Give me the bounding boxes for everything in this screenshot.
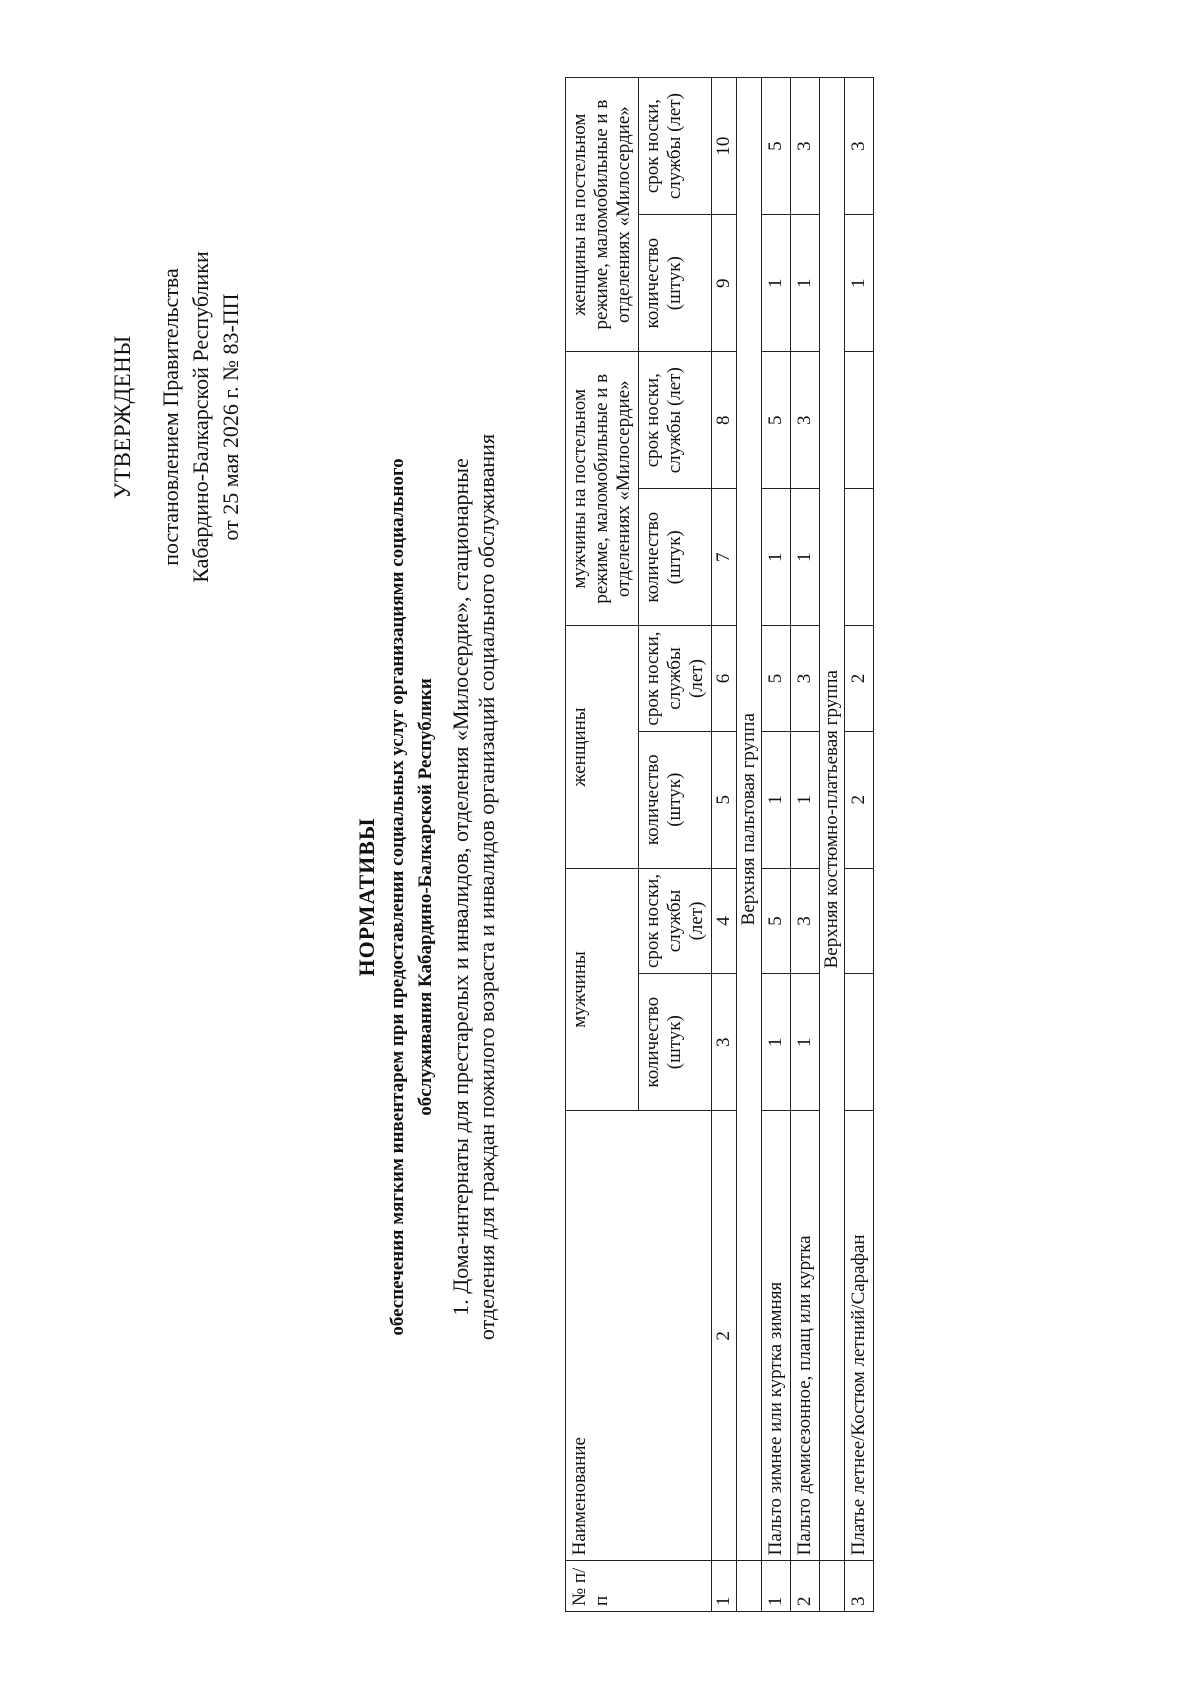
row-cell: 1 — [791, 974, 820, 1111]
column-number: 7 — [712, 489, 737, 626]
row-name: Пальто зимнее или куртка зимняя — [762, 1111, 791, 1561]
column-number: 2 — [712, 1111, 737, 1561]
header-num: № п/п — [566, 1561, 712, 1612]
row-cell — [845, 489, 874, 626]
norms-table — [565, 77, 874, 1612]
column-number: 5 — [712, 731, 737, 868]
row-num: 3 — [845, 1561, 874, 1612]
row-cell: 1 — [762, 974, 791, 1111]
row-cell: 3 — [845, 78, 874, 215]
header-women-term: срок носки, службы (лет) — [639, 626, 712, 731]
row-cell — [845, 868, 874, 973]
row-cell: 5 — [762, 868, 791, 973]
column-number-row — [712, 78, 737, 1612]
header-women-qty: количество (штук) — [639, 731, 712, 868]
group-row-spacer — [820, 1561, 845, 1612]
approval-heading: УТВЕРЖДЕНЫ — [110, 335, 135, 499]
group-title: Верхняя костюмно-платьевая группа — [820, 78, 845, 1561]
section-heading — [448, 227, 500, 1547]
header-men-qty: количество (штук) — [639, 974, 712, 1111]
row-cell: 1 — [791, 489, 820, 626]
column-number: 8 — [712, 352, 737, 489]
header-men-bedridden-qty: количество (штук) — [639, 489, 712, 626]
document-subtitle-2: обслуживания Кабардино-Балкарской Республики — [415, 678, 436, 1116]
approval-line-2: Кабардино-Балкарской Республики — [188, 251, 213, 583]
header-women-bedridden-term: срок носки, службы (лет) — [639, 78, 712, 215]
section-heading-line-2: отделения для граждан пожилого возраста и инвалидов организаций социального обслуживания — [474, 433, 499, 1341]
section-heading-line-1: 1. Дома-интернаты для престарелых и инвалидов, отделения «Милосердие», стационарные — [448, 458, 473, 1316]
header-men-bedridden: мужчины на постельном режиме, маломобильные и в отделениях «Милосердие» — [566, 352, 639, 626]
row-cell: 3 — [791, 868, 820, 973]
column-number: 1 — [712, 1561, 737, 1612]
column-number: 10 — [712, 78, 737, 215]
document-subtitle-1: обеспечения мягким инвентарем при предоставлении социальных услуг организациями социального — [387, 458, 408, 1336]
row-cell: 1 — [845, 215, 874, 352]
column-number: 6 — [712, 626, 737, 731]
header-men: мужчины — [566, 868, 639, 1110]
row-cell: 3 — [791, 78, 820, 215]
approval-line-1: постановлением Правительства — [158, 268, 183, 566]
row-num: 2 — [791, 1561, 820, 1612]
row-cell — [845, 352, 874, 489]
header-women-bedridden: женщины на постельном режиме, маломобильные и в отделениях «Милосердие» — [566, 78, 639, 352]
row-cell: 1 — [762, 731, 791, 868]
row-cell: 3 — [791, 626, 820, 731]
row-cell: 5 — [762, 626, 791, 731]
table-header-row-1 — [566, 78, 639, 1612]
column-number: 3 — [712, 974, 737, 1111]
table-row — [762, 78, 791, 1612]
approval-line-3: от 25 мая 2026 г. № 83-ПП — [218, 293, 243, 541]
column-number: 9 — [712, 215, 737, 352]
group-row-spacer — [737, 1561, 762, 1612]
approval-stamp — [108, 137, 246, 697]
header-men-bedridden-term: срок носки, службы (лет) — [639, 352, 712, 489]
document-title-block — [352, 247, 438, 1547]
row-cell: 2 — [845, 731, 874, 868]
row-cell — [845, 974, 874, 1111]
row-cell: 1 — [762, 489, 791, 626]
row-cell: 5 — [762, 78, 791, 215]
row-cell: 1 — [762, 215, 791, 352]
group-row — [820, 78, 845, 1612]
row-name: Пальто демисезонное, плащ или куртка — [791, 1111, 820, 1561]
row-cell: 1 — [791, 731, 820, 868]
header-women: женщины — [566, 626, 639, 868]
row-cell: 2 — [845, 626, 874, 731]
row-cell: 3 — [791, 352, 820, 489]
group-row — [737, 78, 762, 1612]
header-men-term: срок носки, службы (лет) — [639, 868, 712, 973]
header-women-bedridden-qty: количество (штук) — [639, 215, 712, 352]
row-num: 1 — [762, 1561, 791, 1612]
row-cell: 1 — [791, 215, 820, 352]
row-cell: 5 — [762, 352, 791, 489]
header-name: Наименование — [566, 1111, 712, 1561]
document-title: НОРМАТИВЫ — [354, 817, 379, 977]
group-title: Верхняя пальтовая группа — [737, 78, 762, 1561]
row-name: Платье летнее/Костюм летний/Сарафан — [845, 1111, 874, 1561]
column-number: 4 — [712, 868, 737, 973]
table-row — [845, 78, 874, 1612]
table-row — [791, 78, 820, 1612]
